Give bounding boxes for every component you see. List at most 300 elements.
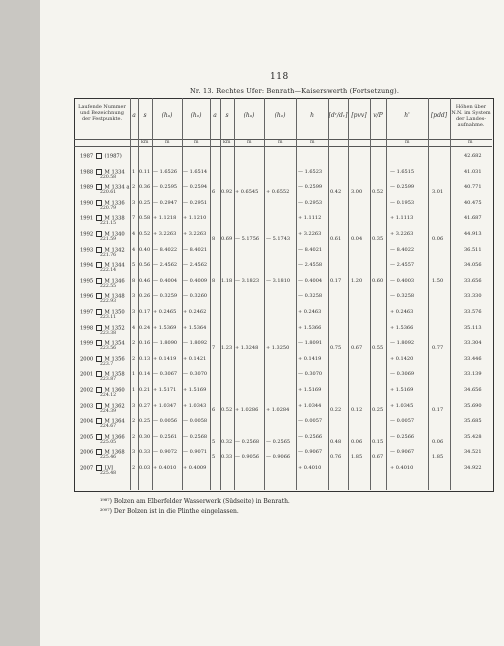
mark-label: M 1336 [102, 200, 125, 207]
group-vp: 0.67 [372, 454, 384, 461]
mark-station: 223.87 [100, 377, 117, 383]
row-number: 1990 M 1336 [80, 200, 125, 207]
row-number: 1999 M 1354 [80, 340, 125, 347]
row-number: 1987 (1987) [80, 153, 122, 160]
cell-height: 40.771 [464, 184, 482, 191]
cell-height: 33.656 [464, 277, 482, 284]
header-hb: (hₒ) [190, 112, 202, 119]
mark-station: 223.56 [100, 346, 117, 352]
cell-h: + 3.2263 [298, 231, 322, 237]
row-number: 1989 M 1334 a [80, 184, 130, 191]
group-vp: 0.25 [372, 407, 384, 414]
cell-hb: — 0.9071 [183, 449, 208, 456]
cell-hp: — 0.3069 [390, 371, 415, 378]
mark-label: M 1346 [102, 278, 125, 285]
unit-km: km [223, 140, 231, 145]
mark-label: M 1334 a [102, 184, 130, 191]
group-hb: + 1.3250 [266, 345, 290, 351]
cell-h: — 0.3258 [298, 293, 323, 300]
group-hb: + 1.0284 [266, 407, 290, 414]
col-rule [220, 98, 221, 490]
cell-hp: + 0.4010 [390, 465, 414, 471]
cell-hb: + 0.4009 [183, 465, 207, 471]
cell-height: 34.656 [464, 387, 482, 393]
group-pvv: 1.20 [351, 277, 363, 284]
row-number: 2005 M 1366 [80, 434, 125, 441]
cell-hp: — 1.8092 [390, 340, 415, 347]
cell-a: 8 [132, 277, 136, 284]
mark-label: M 1350 [102, 309, 125, 316]
header-ha2: (hₐ) [243, 112, 255, 119]
col-rule [428, 98, 429, 490]
mark-station: 225.05 [100, 439, 117, 445]
cell-a: 3 [132, 449, 136, 456]
group-ha: + 0.6545 [235, 189, 259, 195]
cell-ha: — 2.4562 [153, 262, 178, 269]
header-hb2: (hₒ) [274, 112, 286, 119]
cell-ha: — 0.3259 [153, 293, 178, 300]
header-s2: s [225, 112, 229, 119]
mark-station: 223.11 [100, 315, 117, 320]
cell-s: 0.25 [139, 418, 151, 425]
group-ha: — 0.9056 [235, 454, 260, 461]
cell-hp: — 0.3258 [390, 293, 415, 300]
mark-label: M 1340 [102, 231, 125, 238]
cell-height: 35.428 [464, 433, 482, 440]
col-rule [386, 98, 387, 490]
header-pdd: [pdd] [430, 112, 448, 119]
group-dv: 0.22 [330, 407, 342, 414]
footnote-1: ¹⁹⁸⁷) Bolzen am Elberfelder Wasserwerk (Südseite) in Benrath. [100, 498, 290, 505]
mark-station: 220.79 [100, 205, 117, 211]
cell-height: 34.521 [464, 449, 482, 456]
cell-height: 41.687 [464, 215, 482, 222]
group-dv: 0.76 [330, 454, 342, 461]
cell-height: 34.056 [464, 262, 482, 269]
cell-hp: + 0.1420 [390, 355, 414, 362]
mark-station: 222.93 [100, 299, 117, 305]
cell-s: 0.40 [139, 246, 151, 253]
group-pdd: 0.77 [432, 345, 444, 351]
unit-m: m [405, 140, 410, 145]
book-binding [0, 0, 41, 646]
group-vp: 0.60 [372, 277, 384, 284]
cell-a: 3 [132, 293, 136, 300]
cell-ha: + 3.2263 [153, 231, 177, 237]
mark-label: M 1348 [102, 293, 125, 300]
cell-s: 0.14 [139, 371, 151, 378]
group-vp: 0.52 [372, 189, 384, 195]
mark-station: 220.61 [100, 190, 117, 196]
cell-ha: + 1.5171 [153, 387, 177, 393]
cell-hb: — 1.6514 [183, 168, 208, 175]
cell-height: 41.031 [464, 168, 482, 175]
col-rule [348, 98, 349, 490]
cell-s: 0.13 [139, 355, 151, 362]
unit-rule [74, 146, 492, 147]
cell-ha: — 0.4004 [153, 277, 178, 284]
book-page [40, 0, 504, 646]
cell-height: 35.690 [464, 402, 482, 409]
cell-ha: — 0.2595 [153, 184, 178, 191]
cell-ha: — 0.0056 [153, 418, 178, 425]
cell-s: 0.46 [139, 277, 151, 284]
row-number: 1998 M 1352 [80, 325, 125, 332]
cell-s: 0.58 [139, 215, 151, 222]
group-pdd: 1.85 [432, 454, 444, 461]
cell-hb: — 0.4009 [183, 277, 208, 284]
mark-station: 224.39 [100, 408, 117, 414]
cell-h: + 0.2463 [298, 309, 322, 315]
cell-h: — 0.3070 [298, 371, 323, 378]
footnote-2: ²⁰⁰⁷) Der Bolzen ist in die Plinthe eingelassen. [100, 508, 239, 515]
mark-label: M 1356 [102, 356, 125, 363]
group-pvv: 1.85 [351, 454, 363, 461]
cell-a: 3 [132, 309, 136, 315]
cell-hb: + 0.1421 [183, 355, 207, 362]
cell-ha: — 0.2561 [153, 433, 178, 440]
cell-ha: + 1.0347 [153, 402, 177, 409]
cell-hp: — 1.6515 [390, 168, 415, 175]
cell-s: 0.26 [139, 293, 151, 300]
cell-h: + 1.1112 [298, 215, 322, 222]
mark-label: (1987) [102, 153, 122, 160]
cell-ha: — 0.9072 [153, 449, 178, 456]
cell-h: + 0.1419 [298, 355, 322, 362]
cell-hb: — 1.8092 [183, 340, 208, 347]
table-caption: Nr. 13. Rechtes Ufer: Benrath—Kaiserswerth (Fortsetzung). [190, 87, 400, 95]
cell-ha: — 0.2947 [153, 199, 178, 206]
mark-label: M 1342 [102, 247, 125, 254]
cell-a: 4 [132, 246, 136, 253]
cell-height: 34.922 [464, 465, 482, 471]
group-hb: + 0.6552 [266, 189, 290, 195]
cell-height: 40.475 [464, 199, 482, 206]
mark-station: 221.76 [100, 252, 117, 258]
mark-label: M 1358 [102, 371, 125, 378]
cell-h: — 2.4558 [298, 262, 323, 269]
group-pvv: 3.00 [351, 189, 363, 195]
group-ha: — 3.1823 [235, 277, 260, 284]
group-vp: 0.35 [372, 235, 384, 242]
cell-ha: + 1.1218 [153, 215, 177, 222]
mark-label: M 1344 [102, 262, 125, 269]
mark-station: 222.55 [100, 283, 117, 289]
mark-station: 223.38 [100, 330, 117, 336]
group-a: 5 [212, 454, 216, 461]
cell-h: — 0.2599 [298, 184, 323, 191]
cell-hb: — 0.2594 [183, 184, 208, 191]
col-rule [450, 98, 451, 490]
header-a2: a [213, 112, 217, 119]
cell-a: 5 [132, 262, 136, 269]
row-number: 1994 M 1344 [80, 262, 125, 269]
cell-h: — 0.9067 [298, 449, 323, 456]
cell-a: 4 [132, 231, 136, 237]
cell-s: 0.33 [139, 449, 151, 456]
cell-hp: + 1.5169 [390, 387, 414, 393]
col-rule [328, 98, 329, 490]
cell-hb: + 3.2263 [183, 231, 207, 237]
cell-hp: + 1.5366 [390, 324, 414, 331]
cell-height: 42.682 [464, 153, 482, 159]
cell-s: 0.21 [139, 387, 151, 393]
cell-hb: — 0.2568 [183, 433, 208, 440]
cell-ha: + 0.2465 [153, 309, 177, 315]
cell-hb: — 8.4021 [183, 246, 208, 253]
row-number: 1997 M 1350 [80, 309, 125, 316]
cell-s: 0.56 [139, 262, 151, 269]
group-a: 8 [212, 277, 216, 284]
cell-s: 0.03 [139, 465, 151, 471]
mark-station: 225.46 [100, 455, 117, 461]
group-pdd: 0.06 [432, 438, 444, 445]
header-s: s [143, 112, 147, 119]
row-number: 1988 M 1334 [80, 169, 125, 176]
col-rule [210, 98, 211, 490]
cell-s: 0.11 [139, 168, 151, 175]
col-rule [234, 98, 235, 490]
group-ha: + 1.3248 [235, 345, 259, 351]
cell-h: — 8.4021 [298, 246, 323, 253]
cell-a: 7 [132, 215, 136, 222]
group-a: 8 [212, 235, 216, 242]
cell-ha: — 8.4022 [153, 246, 178, 253]
cell-hp: — 0.1953 [390, 199, 415, 206]
row-number: 2003 M 1362 [80, 403, 125, 410]
header-vp: v/P [373, 112, 383, 119]
cell-h: — 0.2953 [298, 199, 323, 206]
unit-m: m [194, 140, 199, 145]
header-height: Höhen über N.N. im System der Landes-aufnahme. [451, 104, 491, 128]
header-name: Laufende Nummer und Bezeichnung der Festpunkte. [78, 104, 126, 122]
row-number: 1996 M 1348 [80, 293, 125, 300]
mark-label: M 1366 [102, 434, 125, 441]
unit-km: km [141, 140, 149, 145]
cell-h: — 0.2566 [298, 433, 323, 440]
cell-s: 0.36 [139, 184, 151, 191]
cell-h: + 1.0344 [298, 402, 322, 409]
cell-a: 2 [132, 465, 136, 471]
cell-height: 33.330 [464, 293, 482, 300]
cell-height: 33.576 [464, 309, 482, 315]
cell-hp: — 0.2599 [390, 184, 415, 191]
header-h: h [310, 112, 314, 119]
cell-ha: — 1.8090 [153, 340, 178, 347]
group-s: 1.18 [221, 277, 233, 284]
cell-hp: — 8.4022 [390, 246, 415, 253]
group-hb: — 0.9066 [266, 454, 291, 461]
cell-a: 1 [132, 387, 136, 393]
cell-hb: + 1.5169 [183, 387, 207, 393]
cell-height: 33.139 [464, 371, 482, 378]
mark-station: 223.7 [100, 361, 114, 367]
group-hb: — 0.2565 [266, 438, 291, 445]
mark-box-icon [96, 153, 102, 159]
group-dv: 0.17 [330, 277, 342, 284]
unit-m: m [278, 140, 283, 145]
group-a: 6 [212, 189, 216, 195]
cell-hp: + 3.2263 [390, 231, 414, 237]
group-dv: 0.75 [330, 345, 342, 351]
col-rule [264, 98, 265, 490]
cell-ha: + 0.4010 [153, 465, 177, 471]
row-number: 2001 M 1358 [80, 371, 125, 378]
cell-s: 0.24 [139, 324, 151, 331]
group-a: 5 [212, 438, 216, 445]
cell-hb: — 0.0058 [183, 418, 208, 425]
mark-station: 224.12 [100, 393, 117, 398]
cell-a: 2 [132, 340, 136, 347]
group-vp: 0.55 [372, 345, 384, 351]
group-a: 6 [212, 407, 216, 414]
cell-a: 3 [132, 199, 136, 206]
cell-ha: — 1.6526 [153, 168, 178, 175]
group-pdd: 1.50 [432, 277, 444, 284]
mark-label: M 1352 [102, 325, 125, 332]
mark-station: 225.48 [100, 471, 117, 476]
cell-a: 2 [132, 355, 136, 362]
group-s: 1.23 [221, 345, 233, 351]
mark-station: 220.58 [100, 174, 117, 180]
cell-height: 35.113 [464, 324, 482, 331]
unit-m: m [310, 140, 315, 145]
cell-a: 3 [132, 402, 136, 409]
unit-m: m [468, 140, 473, 145]
cell-height: 35.685 [464, 418, 482, 425]
mark-label: M 1354 [102, 340, 125, 347]
cell-h: + 1.5366 [298, 324, 322, 331]
group-ha: + 1.0286 [235, 407, 259, 414]
header-pvv: [pvv] [351, 112, 367, 119]
group-pdd: 3.01 [432, 189, 444, 195]
group-s: 0.32 [221, 438, 233, 445]
group-ha: — 5.1756 [235, 235, 260, 242]
mark-station: 224.67 [100, 424, 117, 430]
row-number: 2002 M 1360 [80, 387, 125, 394]
group-pdd: 0.06 [432, 235, 444, 242]
mark-label: M 1334 [102, 169, 125, 176]
cell-ha: + 1.5369 [153, 324, 177, 331]
cell-s: 0.17 [139, 309, 151, 315]
group-s: 0.33 [221, 454, 233, 461]
cell-h: + 0.4010 [298, 465, 322, 471]
group-pvv: 0.06 [351, 438, 363, 445]
mark-label: LVI [102, 465, 114, 472]
cell-hp: + 1.1113 [390, 215, 414, 222]
group-pdd: 0.17 [432, 407, 444, 414]
cell-hb: — 2.4562 [183, 262, 208, 269]
cell-hp: + 0.2463 [390, 309, 414, 315]
cell-h: + 1.5169 [298, 387, 322, 393]
cell-ha: + 0.1419 [153, 355, 177, 362]
cell-hb: — 0.2951 [183, 199, 208, 206]
cell-h: — 1.8091 [298, 340, 323, 347]
cell-hb: — 0.3070 [183, 371, 208, 378]
header-ha: (hₐ) [161, 112, 173, 119]
cell-a: 1 [132, 371, 136, 378]
cell-hb: + 1.1210 [183, 215, 207, 222]
cell-height: 36.511 [464, 246, 482, 253]
mark-label: M 1364 [102, 418, 125, 425]
group-s: 0.52 [221, 407, 233, 414]
col-rule [370, 98, 371, 490]
row-number: 1992 M 1340 [80, 231, 125, 238]
col-rule [130, 98, 131, 490]
group-dv: 0.42 [330, 189, 342, 195]
cell-s: 0.27 [139, 402, 151, 409]
row-number: 2006 M 1368 [80, 449, 125, 456]
cell-hp: — 2.4557 [390, 262, 415, 269]
header-a: a [132, 112, 136, 119]
cell-hp: — 0.4003 [390, 277, 415, 284]
cell-s: 0.52 [139, 231, 151, 237]
cell-a: 1 [132, 168, 136, 175]
group-hb: — 5.1743 [266, 235, 291, 242]
mark-label: M 1338 [102, 215, 125, 222]
mark-label: M 1360 [102, 387, 125, 394]
cell-hp: — 0.2566 [390, 433, 415, 440]
group-pvv: 0.12 [351, 407, 363, 414]
cell-h: — 0.4004 [298, 277, 323, 284]
mark-label: M 1368 [102, 449, 125, 456]
cell-height: 33.446 [464, 355, 482, 362]
mark-label: M 1362 [102, 403, 125, 410]
row-number: 2004 M 1364 [80, 418, 125, 425]
cell-s: 0.16 [139, 340, 151, 347]
group-dv: 0.48 [330, 438, 342, 445]
cell-hb: — 0.3260 [183, 293, 208, 300]
row-number: 1993 M 1342 [80, 247, 125, 254]
unit-m: m [247, 140, 252, 145]
cell-hp: — 0.0057 [390, 418, 415, 425]
cell-hb: + 1.5364 [183, 324, 207, 331]
cell-height: 33.304 [464, 340, 482, 347]
page-number: 118 [270, 72, 289, 82]
cell-s: 0.25 [139, 199, 151, 206]
row-number: 2007 LVI [80, 465, 114, 472]
cell-h: — 1.6523 [298, 168, 323, 175]
group-s: 0.92 [221, 189, 233, 195]
row-number: 2000 M 1356 [80, 356, 125, 363]
group-a: 7 [212, 345, 216, 351]
group-s: 0.69 [221, 235, 233, 242]
header-dv: [dᵛ/dᵥ] [328, 112, 348, 119]
cell-a: 2 [132, 418, 136, 425]
header-rule [74, 139, 492, 140]
table-frame [74, 98, 494, 492]
cell-hb: + 0.2462 [183, 309, 207, 315]
mark-station: 222.14 [100, 268, 117, 274]
cell-hp: + 1.0345 [390, 402, 414, 409]
header-hp: h' [404, 112, 410, 119]
mark-station: 221.59 [100, 237, 117, 242]
row-number: 1991 M 1338 [80, 215, 125, 222]
cell-a: 2 [132, 433, 136, 440]
row-number: 1995 M 1346 [80, 278, 125, 285]
cell-height: 44.913 [464, 231, 482, 237]
cell-ha: — 0.3067 [153, 371, 178, 378]
cell-hp: — 0.9067 [390, 449, 415, 456]
group-ha: — 0.2568 [235, 438, 260, 445]
group-pvv: 0.67 [351, 345, 363, 351]
cell-a: 4 [132, 324, 136, 331]
cell-a: 2 [132, 184, 136, 191]
cell-h: — 0.0057 [298, 418, 323, 425]
group-dv: 0.61 [330, 235, 342, 242]
group-vp: 0.15 [372, 438, 384, 445]
group-pvv: 0.04 [351, 235, 363, 242]
